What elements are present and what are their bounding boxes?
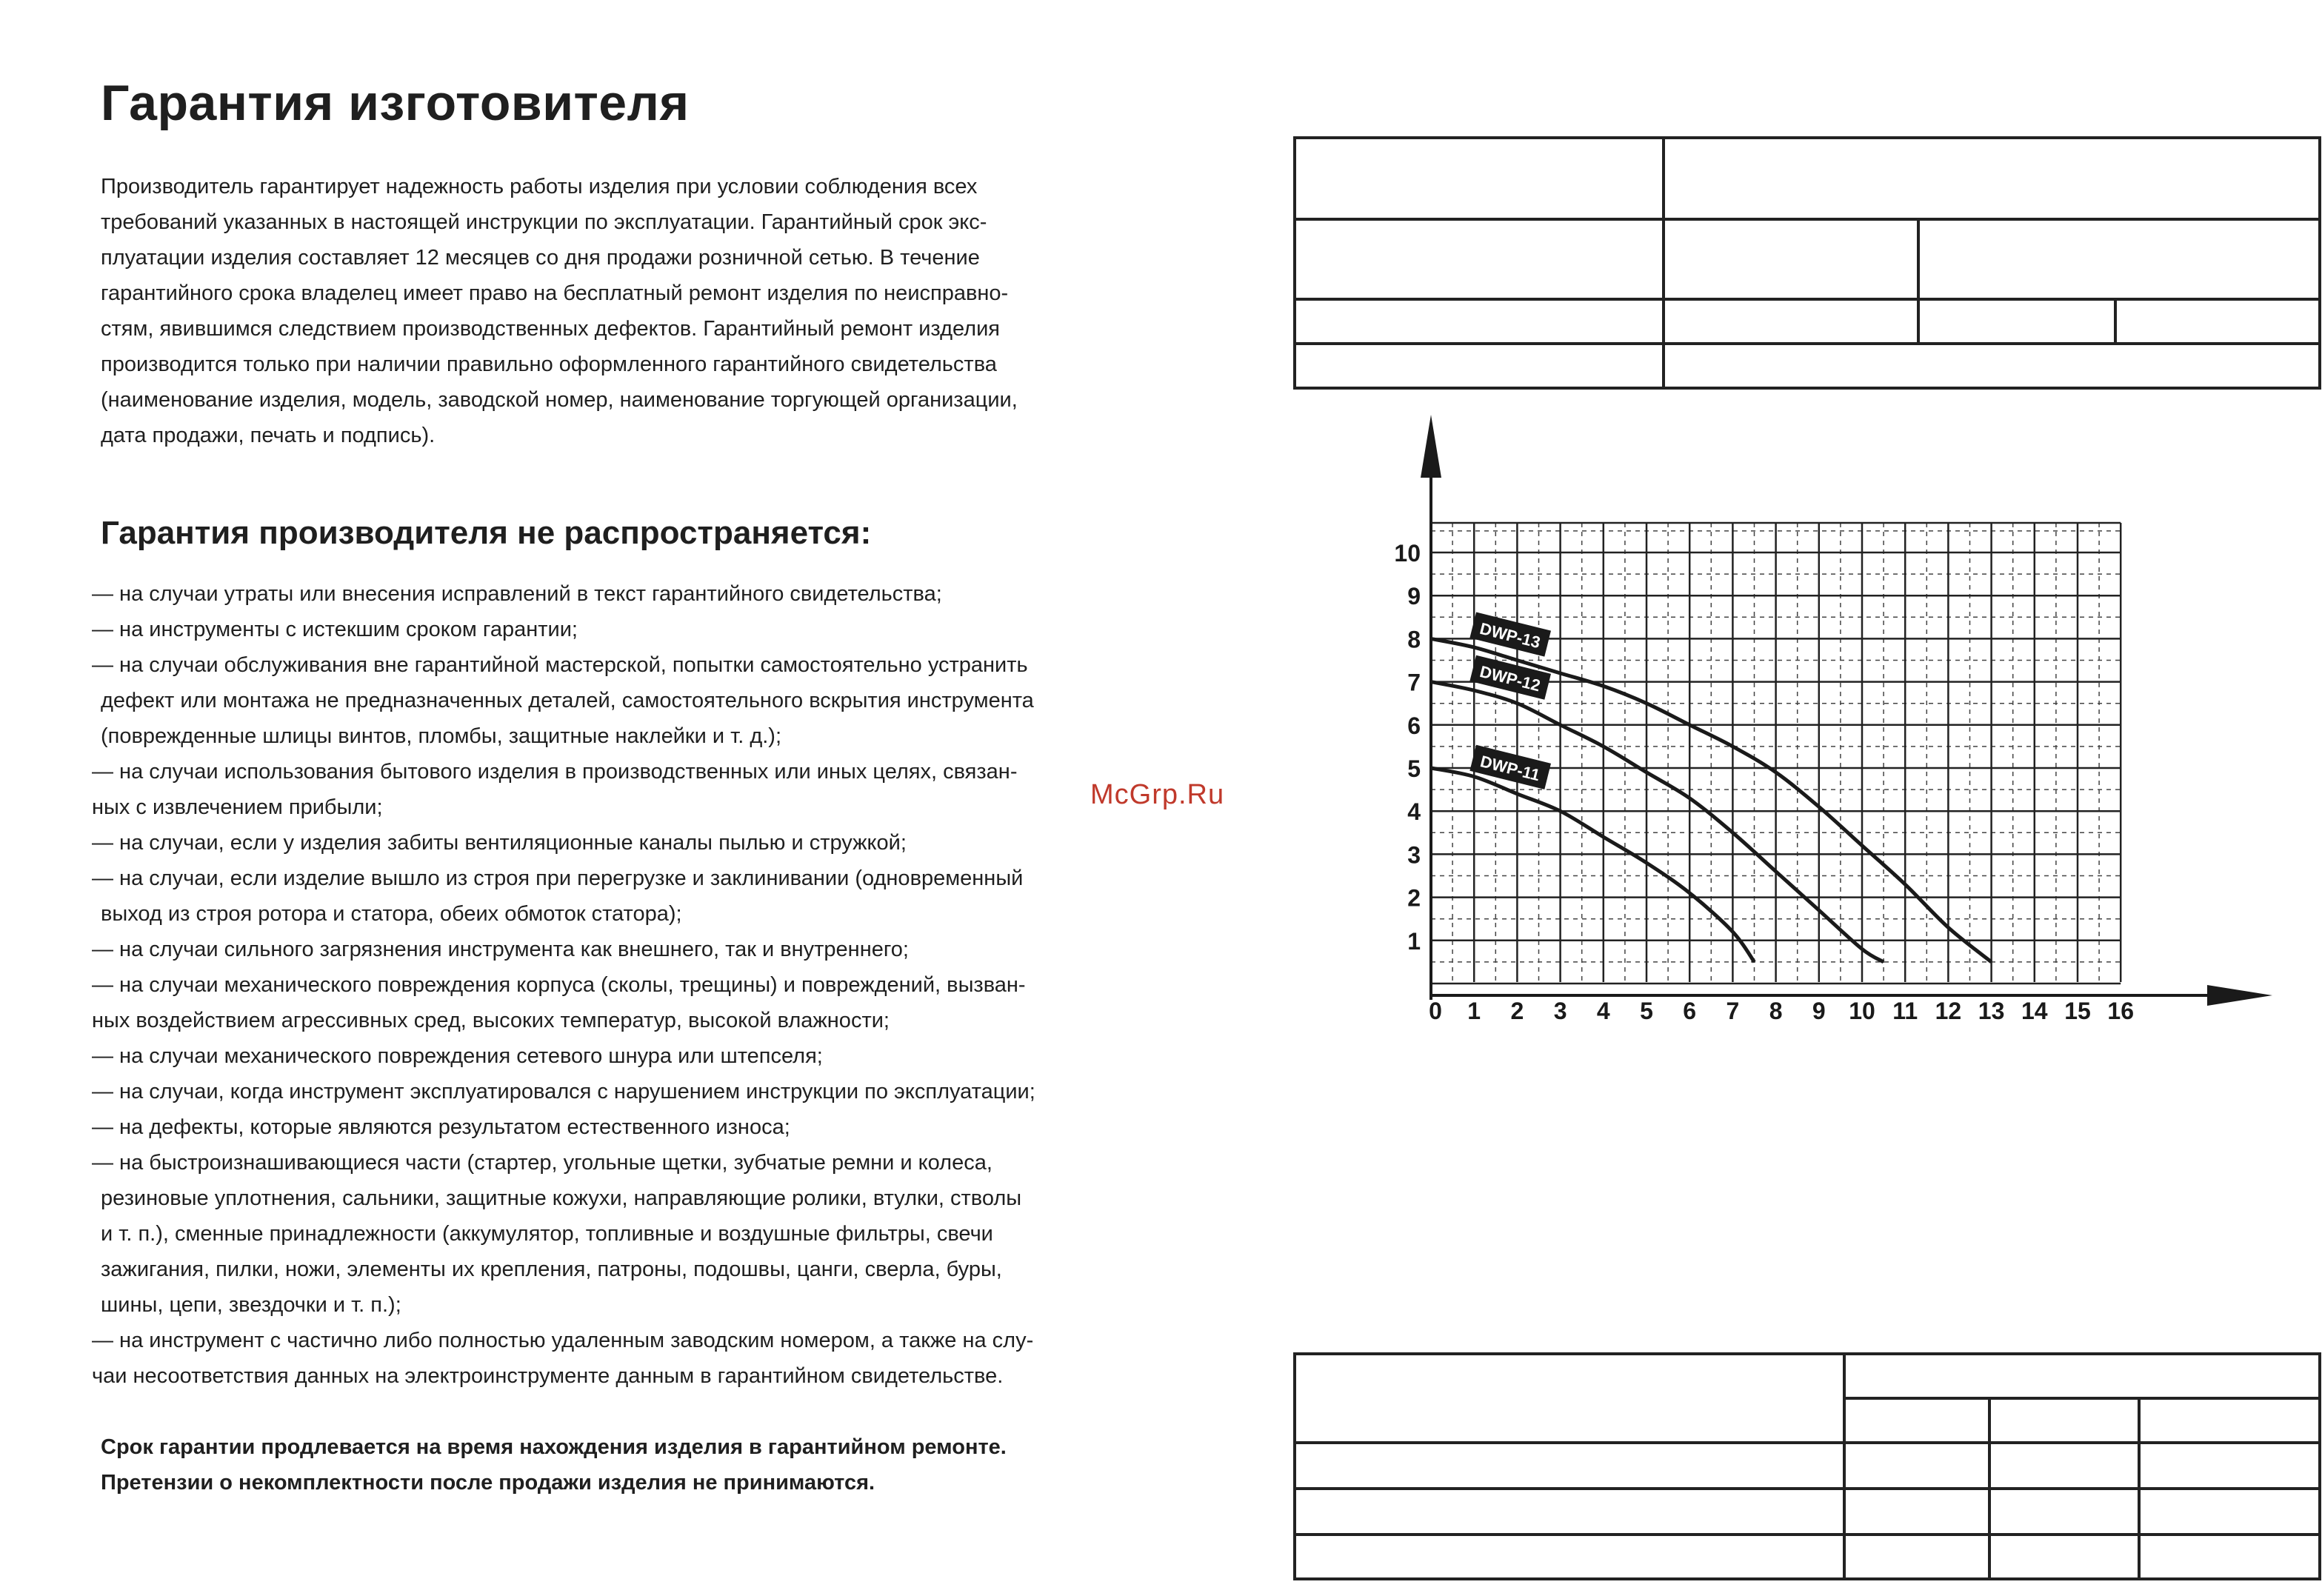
list-item-continuation: дефект или монтажа не предназначенных деталей, самостоятельного вскрытия инструмента: [101, 689, 1034, 712]
y-tick-label: 7: [1407, 669, 1421, 696]
x-tick-label: 6: [1683, 998, 1697, 1024]
list-item: — на инструменты с истекшим сроком гарантии;: [92, 618, 578, 641]
x-tick-label: 15: [2064, 998, 2091, 1024]
x-tick-label: 7: [1726, 998, 1740, 1024]
list-item: — на инструмент с частично либо полностью удаленным заводским номером, а также на слу-: [92, 1329, 1034, 1352]
list-item: — на быстроизнашивающиеся части (стартер, угольные щетки, зубчатые ремни и колеса,: [92, 1151, 992, 1175]
intro-line: гарантийного срока владелец имеет право на бесплатный ремонт изделия по неисправно-: [101, 281, 1009, 305]
intro-line: плуатации изделия составляет 12 месяцев со дня продажи розничной сетью. В течение: [101, 246, 980, 270]
list-item-continuation: зажигания, пилки, ножи, элементы их крепления, патроны, подошвы, цанги, сверла, буры,: [101, 1258, 1002, 1281]
x-tick-label: 8: [1769, 998, 1783, 1024]
list-item-continuation: и т. п.), сменные принадлежности (аккумулятор, топливные и воздушные фильтры, свечи: [101, 1222, 993, 1246]
note-line: Срок гарантии продлевается на время нахождения изделия в гарантийном ремонте.: [101, 1435, 1007, 1459]
grid-major: [1431, 523, 2121, 984]
intro-line: требований указанных в настоящей инструкции по эксплуатации. Гарантийный срок экс-: [101, 210, 987, 234]
x-tick-label: 4: [1596, 998, 1610, 1024]
chart-axes: [1421, 415, 2272, 1006]
list-item: — на случаи использования бытового изделия в производственных или иных целях, связан-: [92, 760, 1018, 784]
y-tick-label: 8: [1407, 626, 1421, 653]
page-title: Гарантия изготовителя: [101, 75, 690, 131]
x-tick-label: 1: [1467, 998, 1481, 1024]
list-item: — на случаи утраты или внесения исправлений в текст гарантийного свидетельства;: [92, 582, 942, 606]
exclusions-heading: Гарантия производителя не распространяется:: [101, 515, 872, 551]
list-item: — на случаи механического повреждения сетевого шнура или штепселя;: [92, 1044, 823, 1068]
y-tick-label: 9: [1407, 583, 1421, 610]
list-item: — на случаи, если у изделия забиты вентиляционные каналы пылью и стружкой;: [92, 831, 907, 855]
watermark: McGrp.Ru: [1090, 779, 1225, 810]
y-tick-label: 10: [1394, 540, 1421, 567]
x-tick-label: 9: [1812, 998, 1826, 1024]
intro-line: стям, явившимся следствием производственных дефектов. Гарантийный ремонт изделия: [101, 317, 1001, 341]
list-item: — на случаи обслуживания вне гарантийной мастерской, попытки самостоятельно устранить: [92, 653, 1028, 677]
x-tick-label: 14: [2021, 998, 2048, 1024]
x-tick-label: 0: [1429, 998, 1442, 1024]
x-tick-label: 13: [1978, 998, 2005, 1024]
list-item-continuation: чаи несоответствия данных на электроинструменте данным в гарантийном свидетельстве.: [92, 1364, 1004, 1388]
y-axis-arrow: [1421, 415, 1441, 478]
y-tick-label: 3: [1407, 841, 1421, 869]
series-line-dwp-12: [1431, 682, 1884, 962]
list-item-continuation: шины, цепи, звездочки и т. п.);: [101, 1293, 401, 1317]
x-tick-label: 5: [1640, 998, 1653, 1024]
list-item: — на случаи, когда инструмент эксплуатировался с нарушением инструкции по эксплуатации;: [92, 1080, 1035, 1103]
x-tick-label: 11: [1892, 998, 1918, 1024]
x-tick-labels: [1429, 998, 2134, 1024]
list-item-continuation: (поврежденные шлицы винтов, пломбы, защитные наклейки и т. д.);: [101, 724, 782, 748]
intro-line: (наименование изделия, модель, заводской номер, наименование торгующей организации,: [101, 388, 1018, 412]
x-tick-label: 3: [1553, 998, 1567, 1024]
intro-line: Производитель гарантирует надежность работы изделия при условии соблюдения всех: [101, 175, 978, 198]
list-item-continuation: ных с извлечением прибыли;: [92, 795, 383, 819]
list-item: — на случаи механического повреждения корпуса (сколы, трещины) и повреждений, вызван-: [92, 973, 1026, 997]
list-item: — на случаи, если изделие вышло из строя при перегрузке и заклинивании (одновременный: [92, 867, 1024, 890]
series-label-text: DWP-11: [1478, 752, 1542, 785]
intro-line: производится только при наличии правильно оформленного гарантийного свидетельства: [101, 353, 997, 376]
series-label-text: DWP-13: [1478, 618, 1543, 652]
y-tick-label: 6: [1407, 712, 1421, 739]
x-axis-arrow: [2207, 985, 2272, 1006]
x-tick-label: 16: [2107, 998, 2134, 1024]
series-line-dwp-11: [1431, 768, 1755, 962]
list-item: — на случаи сильного загрязнения инструмента как внешнего, так и внутреннего;: [92, 938, 909, 961]
pump-curves: [1431, 612, 1992, 962]
series-label-dwp-11: [1469, 745, 1551, 789]
y-tick-label: 1: [1407, 927, 1421, 955]
x-tick-label: 2: [1510, 998, 1524, 1024]
intro-line: дата продажи, печать и подпись).: [101, 424, 436, 447]
y-tick-label: 5: [1407, 755, 1421, 782]
list-item-continuation: выход из строя ротора и статора, обеих обмоток статора);: [101, 902, 682, 926]
list-item-continuation: ных воздействием агрессивных сред, высоких температур, высокой влажности;: [92, 1009, 890, 1032]
series-label-text: DWP-12: [1478, 662, 1543, 695]
note-line: Претензии о некомплектности после продажи изделия не принимаются.: [101, 1471, 875, 1495]
x-tick-label: 10: [1849, 998, 1875, 1024]
list-item-continuation: резиновые уплотнения, сальники, защитные кожухи, направляющие ролики, втулки, стволы: [101, 1186, 1022, 1210]
list-item: — на дефекты, которые являются результатом естественного износа;: [92, 1115, 790, 1139]
y-tick-label: 2: [1407, 884, 1421, 912]
x-tick-label: 12: [1935, 998, 1962, 1024]
y-tick-label: 4: [1407, 798, 1421, 826]
y-tick-labels: [1394, 540, 1421, 955]
